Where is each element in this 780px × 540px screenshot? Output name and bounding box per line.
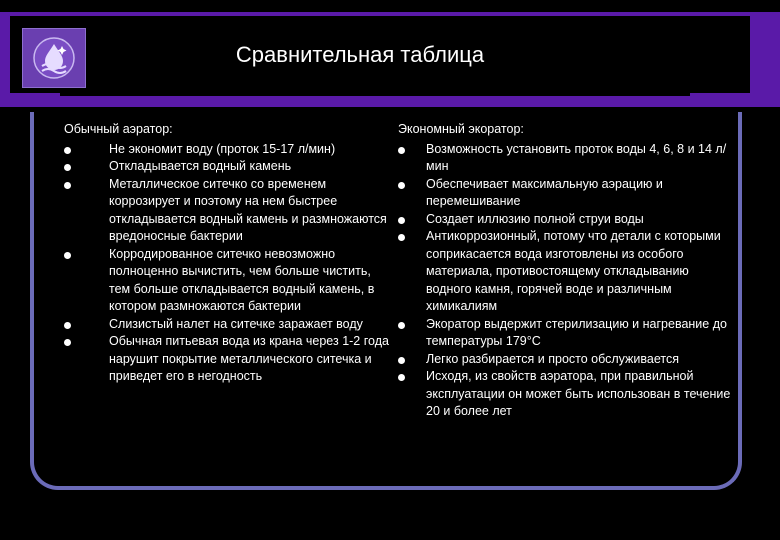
right-column <box>398 121 733 421</box>
list-item: Металлическое ситечко со временем коррозирует и поэтому на нем быстрее откладывается водный камень и размножаются вредоносные бактерии <box>64 176 389 246</box>
bullet-dot-icon <box>398 374 405 381</box>
list-item: Создает иллюзию полной струи воды <box>398 211 733 229</box>
list-item: Антикоррозионный, потому что детали с которыми соприкасается вода изготовлены из особого материала, противостоящему откладыванию водного камня, горячей воде и различным химикалиям <box>398 228 733 316</box>
bullet-dot-icon <box>398 217 405 224</box>
right-column-heading: Экономный экоратор: <box>398 122 524 136</box>
left-list <box>64 141 389 386</box>
left-column <box>64 121 389 386</box>
page-title: Сравнительная таблица <box>235 42 485 67</box>
bullet-dot-icon <box>398 234 405 241</box>
header-underline <box>60 93 690 96</box>
list-item: Корродированное ситечко невозможно полноценно вычистить, чем больше чистить, тем больше откладывается водный камень, в котором размножаются бактерии <box>64 246 389 316</box>
bullet-dot-icon <box>398 357 405 364</box>
list-item: Откладывается водный камень <box>64 158 389 176</box>
list-item: Обычная питьевая вода из крана через 1-2 года нарушит покрытие металлического ситечка и приведет его в негодность <box>64 333 389 386</box>
list-item: Обеспечивает максимальную аэрацию и перемешивание <box>398 176 733 211</box>
left-column-heading: Обычный аэратор: <box>64 122 173 136</box>
list-item: Исходя, из свойств аэратора, при правильной эксплуатации он может быть использован в течение 20 и более лет <box>398 368 733 421</box>
bullet-dot-icon <box>398 147 405 154</box>
bullet-dot-icon <box>64 147 71 154</box>
bullet-dot-icon <box>64 182 71 189</box>
bullet-dot-icon <box>64 322 71 329</box>
list-item: Возможность установить проток воды 4, 6, 8 и 14 л/мин <box>398 141 733 176</box>
bullet-dot-icon <box>64 339 71 346</box>
list-item: Слизистый налет на ситечке заражает воду <box>64 316 389 334</box>
list-item: Экоратор выдержит стерилизацию и нагревание до температуры 179°С <box>398 316 733 351</box>
list-item: Не экономит воду (проток 15-17 л/мин) <box>64 141 389 159</box>
bullet-dot-icon <box>64 164 71 171</box>
list-item: Легко разбирается и просто обслуживается <box>398 351 733 369</box>
bullet-dot-icon <box>398 322 405 329</box>
bullet-dot-icon <box>398 182 405 189</box>
bullet-dot-icon <box>64 252 71 259</box>
right-list <box>398 141 733 421</box>
